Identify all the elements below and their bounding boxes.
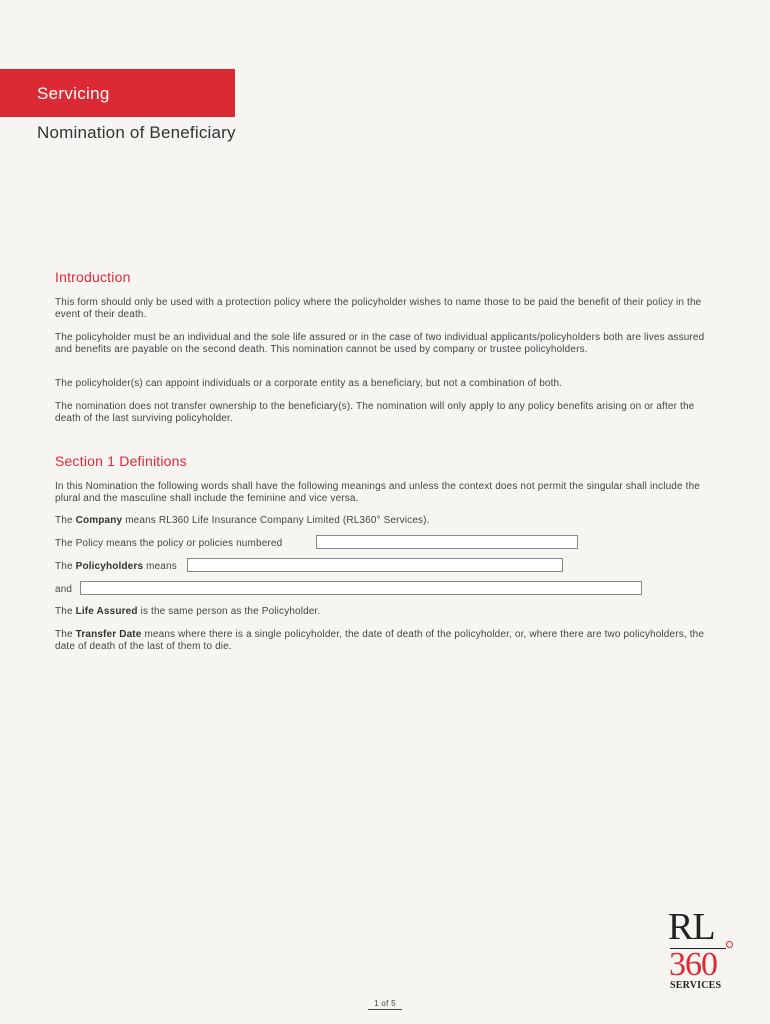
logo-rl-text: RL bbox=[668, 906, 715, 948]
category-label: Servicing bbox=[37, 84, 110, 103]
and-label: and bbox=[55, 584, 73, 595]
policyholder-name-input-1[interactable] bbox=[187, 558, 563, 572]
company-text: means RL360 Life Insurance Company Limited (RL360° Services). bbox=[125, 515, 430, 526]
policy-definition-label: The Policy means the policy or policies numbered bbox=[55, 538, 283, 549]
company-definition bbox=[55, 515, 430, 527]
life-assured-prefix: The bbox=[55, 606, 73, 617]
logo-services-text: SERVICES bbox=[670, 980, 722, 991]
intro-paragraph-2: The policyholder must be an individual and the sole life assured or in the case of two individual applicants/policyholders both are lives assured and benefits are payable on the second death. This nomination cannot be used by company or trustee policyholders. bbox=[55, 332, 705, 355]
policyholders-definition bbox=[55, 561, 177, 573]
transfer-date-prefix: The bbox=[55, 629, 73, 640]
page-number: 1 of 5 bbox=[368, 999, 402, 1010]
page-title: Nomination of Beneficiary bbox=[37, 123, 236, 142]
policyholders-suffix: means bbox=[146, 561, 177, 572]
life-assured-term: Life Assured bbox=[75, 606, 138, 617]
transfer-date-definition bbox=[55, 629, 715, 653]
definitions-intro: In this Nomination the following words shall have the following meanings and unless the context does not permit the singular shall include the plural and the masculine shall include the feminine and vice versa. bbox=[55, 481, 700, 504]
intro-paragraph-3: The policyholder(s) can appoint individuals or a corporate entity as a beneficiary, but not a combination of both. bbox=[55, 378, 563, 389]
rl360-logo bbox=[668, 908, 738, 992]
logo-360-text: 360 bbox=[669, 946, 717, 983]
logo-degree-icon bbox=[726, 941, 733, 948]
section1-heading: Section 1 Definitions bbox=[55, 453, 187, 469]
policyholders-term: Policyholders bbox=[75, 561, 144, 572]
category-banner bbox=[0, 69, 235, 117]
intro-paragraph-4: The nomination does not transfer ownership to the beneficiary(s). The nomination will only apply to any policy benefits arising on or after the death of the last surviving policyholder. bbox=[55, 401, 695, 424]
life-assured-text: is the same person as the Policyholder. bbox=[140, 606, 321, 617]
introduction-heading: Introduction bbox=[55, 269, 131, 285]
company-term: Company bbox=[75, 515, 123, 526]
transfer-date-text: means where there is a single policyholder, the date of death of the policyholder, or, where there are two policyholders, the date of death of the last of them to die. bbox=[55, 629, 705, 652]
transfer-date-term: Transfer Date bbox=[75, 629, 142, 640]
policyholders-prefix: The bbox=[55, 561, 73, 572]
intro-paragraph-1: This form should only be used with a protection policy where the policyholder wishes to name those to be paid the benefit of their policy in the event of their death. bbox=[55, 297, 702, 320]
policy-numbers-input[interactable] bbox=[316, 535, 578, 549]
company-prefix: The bbox=[55, 515, 73, 526]
life-assured-definition bbox=[55, 606, 320, 618]
policyholder-name-input-2[interactable] bbox=[80, 581, 642, 595]
